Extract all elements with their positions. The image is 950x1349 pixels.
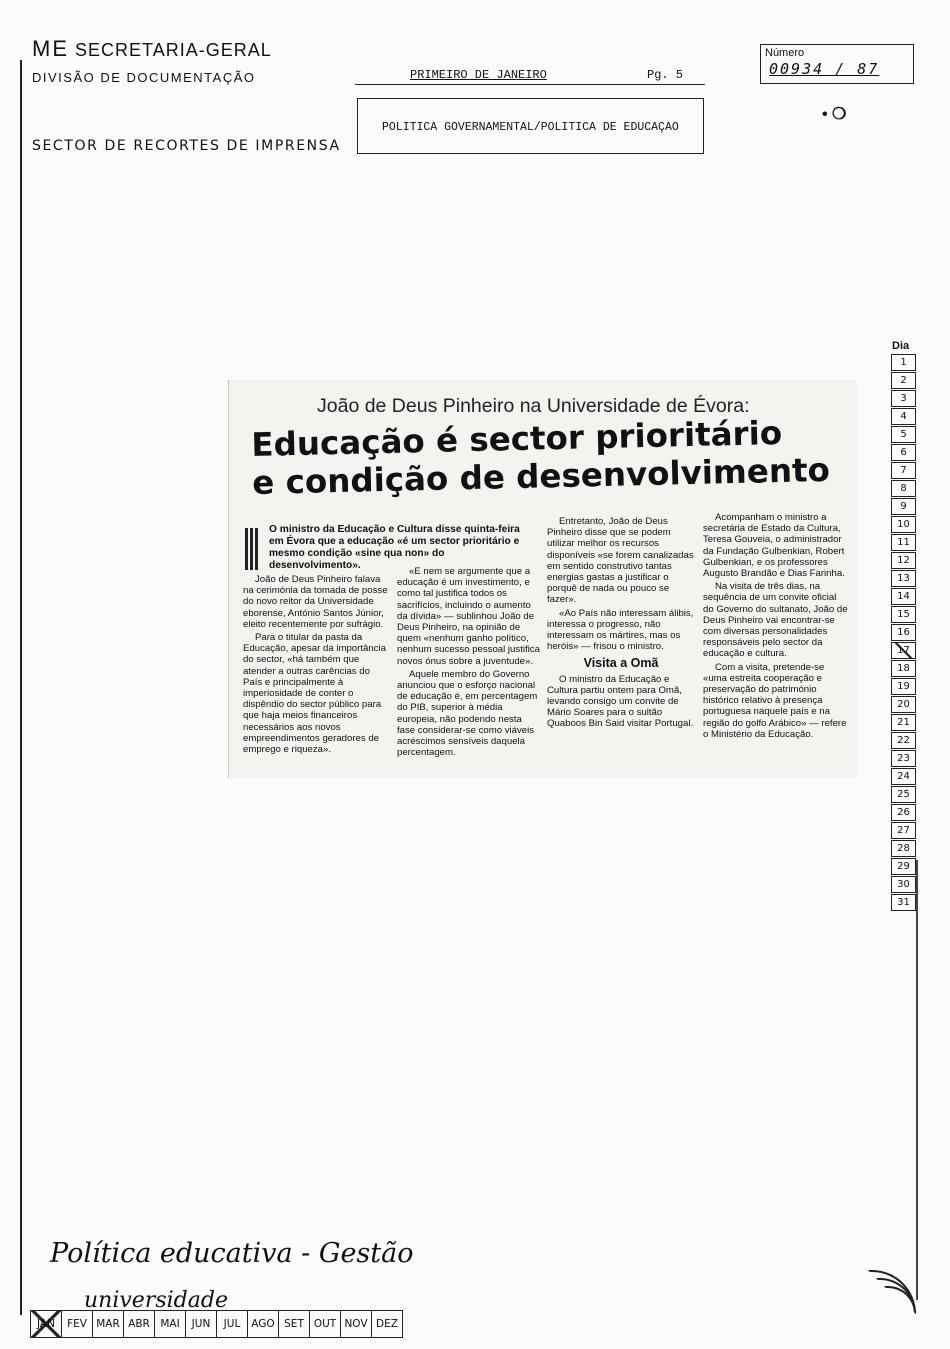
article-column-2 — [397, 566, 541, 760]
article-subhead: Visita a Omã — [583, 656, 659, 671]
day-cell-1: 1 — [891, 354, 916, 371]
month-cell-out: OUT — [309, 1310, 341, 1338]
day-cell-15: 15 — [891, 606, 916, 623]
month-cell-dez: DEZ — [371, 1310, 403, 1338]
day-cell-31: 31 — [891, 894, 916, 911]
day-cell-2: 2 — [891, 372, 916, 389]
paragraph: Com a visita, pretende-se «uma estreita cooperação e preservação do património histórico relativo à presença portuguesa naquele país e na região do golfo Arábico» — refere o Ministério da Educação. — [703, 661, 847, 740]
paragraph: Para o titular da pasta da Educação, apesar da importância do sector, «há também que atender a outras carências do País e principalmente à imperiosidade de conter o dispêndio do sector público para que haja meios financeiros necessários aos novos empreendimentos geradores de emprego e riqueza». — [243, 632, 386, 756]
topic-label: POLITICA GOVERNAMENTAL/POLITICA DE EDUCAÇAO — [382, 121, 679, 134]
article-column-1 — [243, 574, 389, 757]
paragraph: Na visita de três dias, na sequência de um convite oficial do Governo do sultanato, João de Deus Pinheiro vai encontrar-se com diversas personalidades responsáveis pelo sector da educação e cultura. — [703, 581, 848, 660]
ink-mark: • ❍ — [822, 106, 847, 123]
article-lead: O ministro da Educação e Cultura disse quinta-feira em Évora que a educação «é um sector prioritário e mesmo condição «sine qua non» do desenvolvimento». — [269, 524, 520, 571]
division-label: DIVISÃO DE DOCUMENTAÇÃO — [32, 70, 256, 85]
lead-marker — [245, 528, 259, 570]
article-column-4 — [703, 512, 849, 742]
day-cell-6: 6 — [891, 444, 916, 461]
publication-name: PRIMEIRO DE JANEIRO — [410, 68, 547, 82]
day-cell-5: 5 — [891, 426, 916, 443]
paragraph: Acompanham o ministro a secretária de Estado da Cultura, Teresa Gouveia, o administrador da Fundação Gulbenkian, Robert Gulbenkian, e os professores Augusto Brandão e Dias Farinha. — [703, 512, 845, 580]
day-cell-10: 10 — [891, 516, 916, 533]
right-margin-rule — [916, 860, 918, 1300]
day-cell-23: 23 — [891, 750, 916, 767]
page-number: Pg. 5 — [647, 68, 684, 82]
handwritten-note-2: universidade — [84, 1288, 228, 1313]
day-cell-12: 12 — [891, 552, 916, 569]
day-cell-22: 22 — [891, 732, 916, 749]
day-cell-11: 11 — [891, 534, 916, 551]
month-cell-fev: FEV — [61, 1310, 93, 1338]
day-cell-18: 18 — [891, 660, 916, 677]
headline-line-1: Educação é sector prioritário — [251, 413, 783, 464]
day-cell-8: 8 — [891, 480, 916, 497]
day-cell-17: 17 — [891, 642, 916, 659]
newspaper-clipping — [228, 380, 857, 778]
article-kicker: João de Deus Pinheiro na Universidade de Évora: — [317, 395, 750, 417]
day-cell-21: 21 — [891, 714, 916, 731]
day-cell-20: 20 — [891, 696, 916, 713]
month-cell-mar: MAR — [92, 1310, 124, 1338]
sector-label: SECTOR DE RECORTES DE IMPRENSA — [32, 138, 341, 154]
handwritten-note-1: Política educativa - Gestão — [50, 1238, 414, 1269]
month-cell-jan: JAN — [30, 1310, 62, 1338]
month-cell-jun: JUN — [185, 1310, 217, 1338]
ministry-name: SECRETARIA-GERAL — [75, 40, 272, 60]
day-grid-label: Dia — [892, 340, 910, 352]
day-cell-4: 4 — [891, 408, 916, 425]
month-grid — [30, 1310, 402, 1338]
day-cell-16: 16 — [891, 624, 916, 641]
article-headline — [251, 413, 830, 502]
day-cell-19: 19 — [891, 678, 916, 695]
day-cell-27: 27 — [891, 822, 916, 839]
day-cell-13: 13 — [891, 570, 916, 587]
paragraph: Entretanto, João de Deus Pinheiro disse que se podem utilizar melhor os recursos disponíveis «se forem canalizadas em sentido construtivo tantas energias gastas a justificar o porquê de nada ou pouco se fazer». — [547, 516, 694, 606]
day-cell-9: 9 — [891, 498, 916, 515]
day-grid — [891, 354, 916, 912]
topic-box — [357, 98, 704, 154]
day-cell-3: 3 — [891, 390, 916, 407]
ministry-header — [32, 36, 272, 62]
day-cell-7: 7 — [891, 462, 916, 479]
day-cell-26: 26 — [891, 804, 916, 821]
paragraph: João de Deus Pinheiro falava na cerimónia da tomada de posse do novo reitor da Universidade eborense, António Santos Júnior, eleito recentemente por sufrágio. — [243, 574, 388, 630]
month-cell-mai: MAI — [154, 1310, 186, 1338]
day-cell-29: 29 — [891, 858, 916, 875]
paragraph: «Ao País não interessam álibis, interessa o progresso, não interessam os mártires, mas os heróis» — frisou o ministro. — [547, 607, 694, 653]
month-cell-set: SET — [278, 1310, 310, 1338]
ministry-abbr: ME — [32, 36, 69, 61]
day-cell-25: 25 — [891, 786, 916, 803]
day-cell-28: 28 — [891, 840, 916, 857]
article-column-3 — [547, 516, 695, 732]
number-label: Número — [765, 47, 805, 59]
month-cell-nov: NOV — [340, 1310, 372, 1338]
month-cell-jul: JUL — [216, 1310, 248, 1338]
paragraph: «E nem se argumente que a educação é um investimento, e como tal justifica todos os sacrifícios, incluindo o aumento da dívida» — sublinhou João de Deus Pinheiro, na opinião de quem «nenhum ganho político, nenhum sucesso pessoal justifica novos ónus sobre a juventude». — [397, 566, 540, 667]
paragraph: O ministro da Educação e Cultura partiu ontem para Omã, levando consigo um convite de Mário Soares para o sultão Quaboos Bin Said visitar Portugal. — [547, 673, 694, 730]
left-margin-rule — [20, 60, 22, 1315]
day-cell-30: 30 — [891, 876, 916, 893]
month-cell-ago: AGO — [247, 1310, 279, 1338]
number-box — [760, 44, 914, 84]
day-cell-24: 24 — [891, 768, 916, 785]
publication-line — [355, 66, 705, 85]
headline-line-2: e condição de desenvolvimento — [251, 450, 831, 502]
paragraph: Aquele membro do Governo anunciou que o esforço nacional de educação é, em percentagem do PIB, superior à média europeia, não podendo nesta fase considerar-se como viáveis acréscimos sensíveis daquela percentagem. — [397, 668, 538, 759]
month-cell-abr: ABR — [123, 1310, 155, 1338]
day-cell-14: 14 — [891, 588, 916, 605]
number-value: 00934 / 87 — [769, 60, 880, 78]
